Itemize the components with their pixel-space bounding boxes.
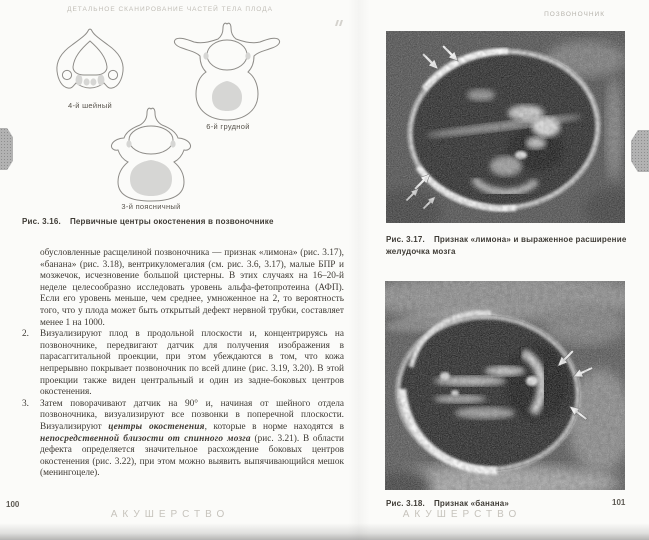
- scan-smudge: [336, 20, 346, 27]
- paragraph-continuation: обусловленные расщелиной позвоночника — признак «лимона» (рис. 3.17), «банана» (рис. 3.18), вентрикуломегалия (см. рис. 3.6, 3.17), малые БПР и мозжечок, исчезновение большой цистерны. В этих случаях на 16–20-й неделе целесообразно исследовать уровень альфа-фетопротеина (АФП). Если его уровень меньше, чем среднее, умноженное на 2, то вероятность того, что у плода может быть открытый дефект нервной трубки, составляет менее 1 на 1000.: [40, 248, 344, 328]
- thumb-index-tab-right: [631, 130, 649, 172]
- label-thoracic-vertebra: 6-й грудной: [206, 122, 250, 131]
- list-item-2: 2. Визуализируют плод в продольной плоскости и, концентрируясь на позвоночнике, передвигают датчик для получения изображения в парасаггитальной проекции, при этом убеждаются в том, что кожа непрерывно покрывает позвоночник по всей длине (рис. 3.19, 3.20). В этой проекции также виден центральный и один из задне-боковых центров окостенения.: [22, 329, 344, 398]
- figure-317-caption: Рис. 3.17. Признак «лимона» и выраженное расширение желудочка мозга: [386, 235, 627, 256]
- list-number: 3.: [22, 398, 29, 409]
- scan-bottom-shadow: [0, 523, 649, 540]
- left-footer-title: АКУШЕРСТВО: [110, 509, 230, 520]
- list-number: 2.: [22, 329, 29, 340]
- thumb-index-tab-left: [0, 128, 13, 170]
- vertebra-cervical-diagram: [50, 24, 130, 102]
- page-number-left: 100: [6, 500, 20, 509]
- ultrasound-image-lemon-sign: [386, 31, 625, 223]
- figure-318-ref: Рис. 3.18.: [386, 499, 425, 508]
- ossification-centers: [203, 52, 250, 111]
- page-gutter: [348, 0, 370, 540]
- left-running-head: ДЕТАЛЬНОЕ СКАНИРОВАНИЕ ЧАСТЕЙ ТЕЛА ПЛОДА: [67, 6, 273, 13]
- label-cervical-vertebra: 4-й шейный: [67, 101, 113, 110]
- right-footer-title: АКУШЕРСТВО: [402, 509, 522, 520]
- right-running-head: ПОЗВОНОЧНИК: [544, 11, 605, 18]
- ultrasound-image-banana-sign: [385, 281, 625, 490]
- figure-318-caption: Рис. 3.18. Признак «банана»: [386, 499, 510, 508]
- vertebra-lumbar-diagram: [96, 104, 206, 202]
- body-text: [22, 248, 345, 480]
- figure-316-ref: Рис. 3.16.: [22, 217, 61, 226]
- figure-316-caption: Рис. 3.16. Первичные центры окостенения в позвоночнике: [22, 217, 274, 226]
- label-lumbar-vertebra: 3-й поясничный: [121, 202, 181, 211]
- ossification-centers: [76, 75, 105, 86]
- page-number-right: 101: [612, 498, 626, 507]
- list-item-3: 3. Затем поворачивают датчик на 90° и, начиная от шейного отдела позвоночника, визуализируют все позвонки в поперечной плоскости. Визуализируют центры окостенения, которые в норме находятся в непосредственной близости от спинного мозга (рис. 3.21). В области дефекта определяется значительное расхождение боковых центров окостенения (рис. 3.22), при этом можно выявить выпячивающийся мешок (менингоцеле).: [22, 398, 345, 479]
- figure-317-ref: Рис. 3.17.: [386, 235, 425, 244]
